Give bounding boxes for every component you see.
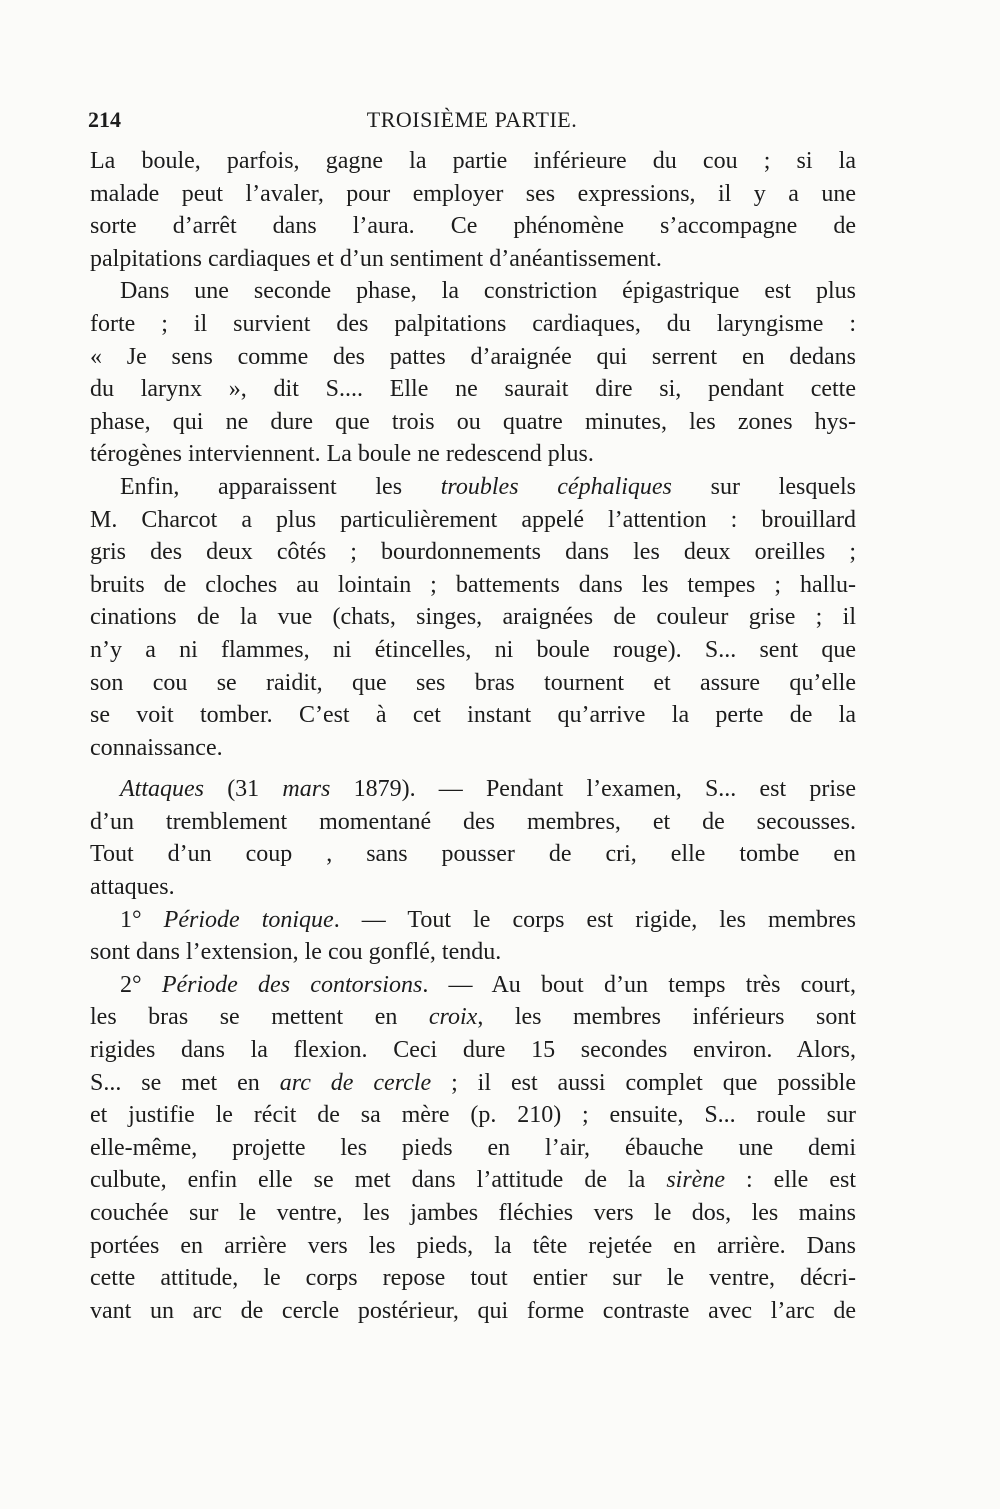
italic-text-segment: Période tonique xyxy=(163,906,334,933)
text-segment: : elle est xyxy=(724,1167,856,1194)
text-segment: cette attitude, le corps repose tout entier sur le ventre, décri- xyxy=(90,1265,856,1292)
text-line xyxy=(90,838,856,871)
text-segment: son cou se raidit, que ses bras tournent et assure qu’elle xyxy=(90,669,856,696)
text-segment: (31 xyxy=(204,776,283,803)
text-segment: « Je sens comme des pattes d’araignée qui serrent en dedans xyxy=(90,343,856,370)
text-line xyxy=(90,569,856,602)
text-segment: portées en arrière vers les pieds, la tête rejetée en arrière. Dans xyxy=(90,1232,856,1259)
text-segment: du larynx », dit S.... Elle ne saurait dire si, pendant cette xyxy=(90,376,856,403)
text-segment: sont dans l’extension, le cou gonflé, tendu. xyxy=(90,939,502,966)
text-line xyxy=(90,243,856,276)
text-line xyxy=(90,536,856,569)
italic-text-segment: troubles céphaliques xyxy=(440,473,672,500)
italic-text-segment: sirène xyxy=(666,1167,725,1194)
text-line xyxy=(90,699,856,732)
text-line xyxy=(90,504,856,537)
text-line xyxy=(90,732,856,765)
text-segment: ; il est aussi complet que possible xyxy=(431,1069,857,1096)
text-line xyxy=(90,1034,856,1067)
text-line xyxy=(90,308,856,341)
paragraph xyxy=(90,969,856,1328)
text-line xyxy=(90,145,856,178)
text-segment: La boule, parfois, gagne la partie inférieure du cou ; si la xyxy=(90,148,856,174)
text-segment: malade peut l’avaler, pour employer ses expressions, il y a une xyxy=(90,180,856,207)
paragraph-spacer xyxy=(90,764,856,773)
text-segment: elle-même, projette les pieds en l’air, ébauche une demi xyxy=(90,1134,856,1161)
text-segment: se voit tomber. C’est à cet instant qu’arrive la perte de la xyxy=(90,702,856,729)
text-segment: bruits de cloches au lointain ; battements dans les tempes ; hallu- xyxy=(90,571,856,598)
text-segment: . — Au bout d’un temps très court, xyxy=(422,971,856,998)
paragraph xyxy=(90,275,856,471)
text-line xyxy=(90,178,856,211)
text-segment: cinations de la vue (chats, singes, araignées de couleur grise ; il xyxy=(90,604,856,631)
text-line xyxy=(90,601,856,634)
text-segment: connaissance. xyxy=(90,734,223,761)
text-segment: phase, qui ne dure que trois ou quatre minutes, les zones hys- xyxy=(90,408,856,435)
text-line xyxy=(90,406,856,439)
text-segment: 2° xyxy=(120,971,162,998)
text-line xyxy=(90,210,856,243)
text-segment: Tout d’un coup , sans pousser de cri, elle tombe en xyxy=(90,841,856,868)
text-segment: forte ; il survient des palpitations cardiaques, du laryngisme : xyxy=(90,310,856,337)
text-segment: palpitations cardiaques et d’un sentiment d’anéantissement. xyxy=(90,245,662,272)
text-segment: n’y a ni flammes, ni étincelles, ni boule rouge). S... sent que xyxy=(90,636,856,663)
text-segment: couchée sur le ventre, les jambes fléchies vers le dos, les mains xyxy=(90,1200,856,1226)
running-title: TROISIÈME PARTIE. xyxy=(366,107,578,132)
italic-text-segment: croix xyxy=(428,1004,478,1031)
text-segment: 1° xyxy=(120,906,164,933)
text-segment: térogènes interviennent. La boule ne redescend plus. xyxy=(90,441,594,468)
text-segment: et justifie le récit de sa mère (p. 210) ; ensuite, S... roule sur xyxy=(90,1102,856,1129)
text-line xyxy=(90,1001,856,1034)
text-segment: sorte d’arrêt dans l’aura. Ce phénomène s’accompagne de xyxy=(90,213,856,240)
text-line xyxy=(90,969,856,1002)
body-text xyxy=(90,145,856,1327)
paragraph xyxy=(90,773,856,903)
text-segment: gris des deux côtés ; bourdonnements dans les deux oreilles ; xyxy=(90,539,856,566)
text-line xyxy=(90,667,856,700)
text-line xyxy=(90,773,856,806)
text-segment: Enfin, apparaissent les xyxy=(120,473,441,500)
text-line xyxy=(90,904,856,937)
text-segment: attaques. xyxy=(90,874,175,901)
text-line xyxy=(90,806,856,839)
text-segment: sur lesquels xyxy=(671,473,856,500)
text-segment: culbute, enfin elle se met dans l’attitude de la xyxy=(90,1167,667,1194)
paragraph xyxy=(90,145,856,275)
text-line xyxy=(90,1132,856,1165)
text-segment: Dans une seconde phase, la constriction épigastrique est plus xyxy=(120,278,856,305)
page-number: 214 xyxy=(88,107,121,132)
text-line xyxy=(90,936,856,969)
text-line xyxy=(90,1099,856,1132)
paragraph xyxy=(90,471,856,764)
text-line xyxy=(90,634,856,667)
text-line xyxy=(90,1230,856,1263)
text-segment: vant un arc de cercle postérieur, qui forme contraste avec l’arc de xyxy=(90,1297,856,1324)
text-line xyxy=(90,1262,856,1295)
text-segment: d’un tremblement momentané des membres, et de secousses. xyxy=(90,808,856,835)
text-segment: M. Charcot a plus particulièrement appelé l’attention : brouillard xyxy=(90,506,856,533)
text-segment: . — Tout le corps est rigide, les membres xyxy=(333,906,856,933)
paragraph xyxy=(90,904,856,969)
text-line xyxy=(90,373,856,406)
running-head xyxy=(88,104,856,136)
text-segment: S... se met en xyxy=(90,1069,280,1096)
text-line xyxy=(90,471,856,504)
italic-text-segment: mars xyxy=(282,776,331,803)
text-segment: les bras se mettent en xyxy=(90,1004,429,1031)
text-line xyxy=(90,871,856,904)
italic-text-segment: Attaques xyxy=(120,776,204,803)
italic-text-segment: Période des contorsions xyxy=(161,971,423,998)
text-segment: , les membres inférieurs sont xyxy=(477,1004,857,1031)
text-line xyxy=(90,1295,856,1328)
text-line xyxy=(90,1067,856,1100)
text-line xyxy=(90,438,856,471)
text-line xyxy=(90,1164,856,1197)
text-line xyxy=(90,275,856,308)
text-line xyxy=(90,341,856,374)
text-line xyxy=(90,1197,856,1230)
text-segment: 1879). — Pendant l’examen, S... est prise xyxy=(330,776,856,803)
italic-text-segment: arc de cercle xyxy=(279,1069,432,1096)
text-segment: rigides dans la flexion. Ceci dure 15 secondes environ. Alors, xyxy=(90,1037,856,1064)
